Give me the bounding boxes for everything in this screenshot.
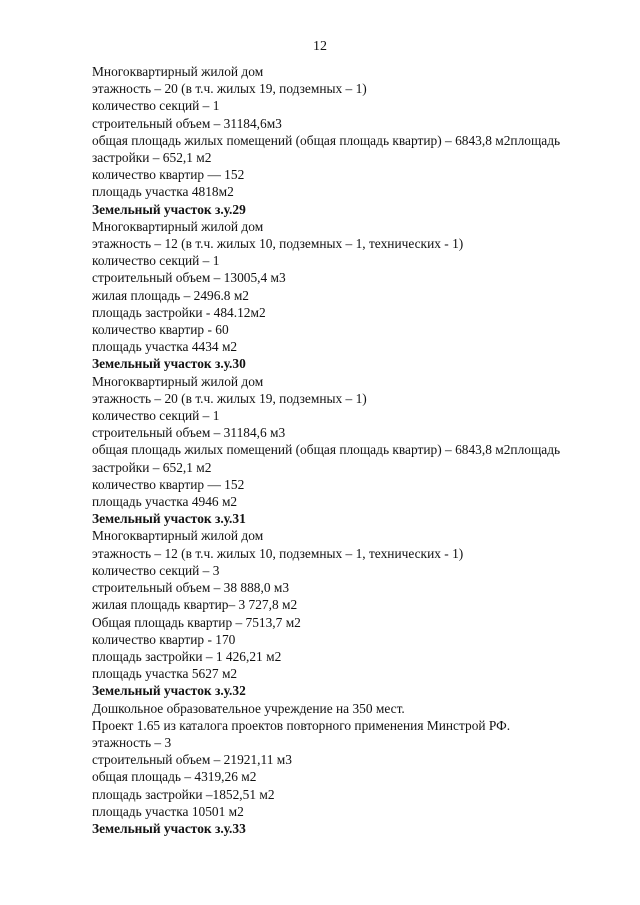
text-line: строительный объем – 31184,6м3 [92,115,282,131]
text-line: этажность – 20 (в т.ч. жилых 19, подземных – 1) [92,390,367,406]
text-line: количество секций – 1 [92,253,220,269]
text-line: этажность – 20 (в т.ч. жилых 19, подземных – 1) [92,81,367,97]
text-line: количество секций – 1 [92,98,220,114]
section-heading: Земельный участок з.у.32 [92,683,246,699]
text-line: площадь застройки –1852,51 м2 [92,786,275,802]
text-line: площадь застройки – 1 426,21 м2 [92,648,282,664]
text-line: застройки – 652,1 м2 [92,459,212,475]
text-line: площадь участка 4946 м2 [92,494,238,510]
text-line: этажность – 12 (в т.ч. жилых 10, подземных – 1, технических - 1) [92,236,464,252]
section-heading: Земельный участок з.у.33 [92,820,246,836]
text-line: площадь участка 4434 м2 [92,339,238,355]
page-number: 12 [313,39,327,54]
text-line: этажность – 12 (в т.ч. жилых 10, подземных – 1, технических - 1) [92,545,464,561]
text-line: строительный объем – 38 888,0 м3 [92,580,290,596]
text-line: количество секций – 1 [92,408,220,424]
text-line: Многоквартирный жилой дом [92,64,264,79]
text-line: застройки – 652,1 м2 [92,150,212,166]
text-line: Многоквартирный жилой дом [92,218,264,234]
text-line: общая площадь жилых помещений (общая площадь квартир) – 6843,8 м2площадь [92,132,561,148]
text-line: общая площадь – 4319,26 м2 [92,769,257,785]
section-heading: Земельный участок з.у.30 [92,356,246,372]
section-heading: Земельный участок з.у.29 [92,201,246,217]
text-line: площадь застройки - 484.12м2 [92,304,266,320]
text-line: количество квартир - 60 [92,322,229,338]
text-line: количество секций – 3 [92,562,220,578]
text-line: Дошкольное образовательное учреждение на 350 мест. [92,700,405,716]
text-line: количество квартир - 170 [92,631,236,647]
text-line: Проект 1.65 из каталога проектов повторного применения Минстрой РФ. [92,717,511,733]
text-line: общая площадь жилых помещений (общая площадь квартир) – 6843,8 м2площадь [92,442,561,458]
text-line: жилая площадь – 2496.8 м2 [92,287,249,303]
text-line: строительный объем – 21921,11 м3 [92,752,292,768]
section-heading: Земельный участок з.у.31 [92,511,246,527]
text-line: количество квартир — 152 [92,167,245,183]
text-line: жилая площадь квартир– 3 727,8 м2 [92,597,298,613]
text-line: Многоквартирный жилой дом [92,373,264,389]
text-line: Общая площадь квартир – 7513,7 м2 [92,614,301,630]
text-line: площадь участка 4818м2 [92,184,234,200]
text-line: строительный объем – 31184,6 м3 [92,425,286,441]
text-line: этажность – 3 [92,734,172,750]
text-line: количество квартир — 152 [92,476,245,492]
text-line: площадь участка 10501 м2 [92,803,244,819]
text-line: строительный объем – 13005,4 м3 [92,270,286,286]
text-line: площадь участка 5627 м2 [92,666,238,682]
text-line: Многоквартирный жилой дом [92,528,264,544]
document-body [92,63,622,837]
